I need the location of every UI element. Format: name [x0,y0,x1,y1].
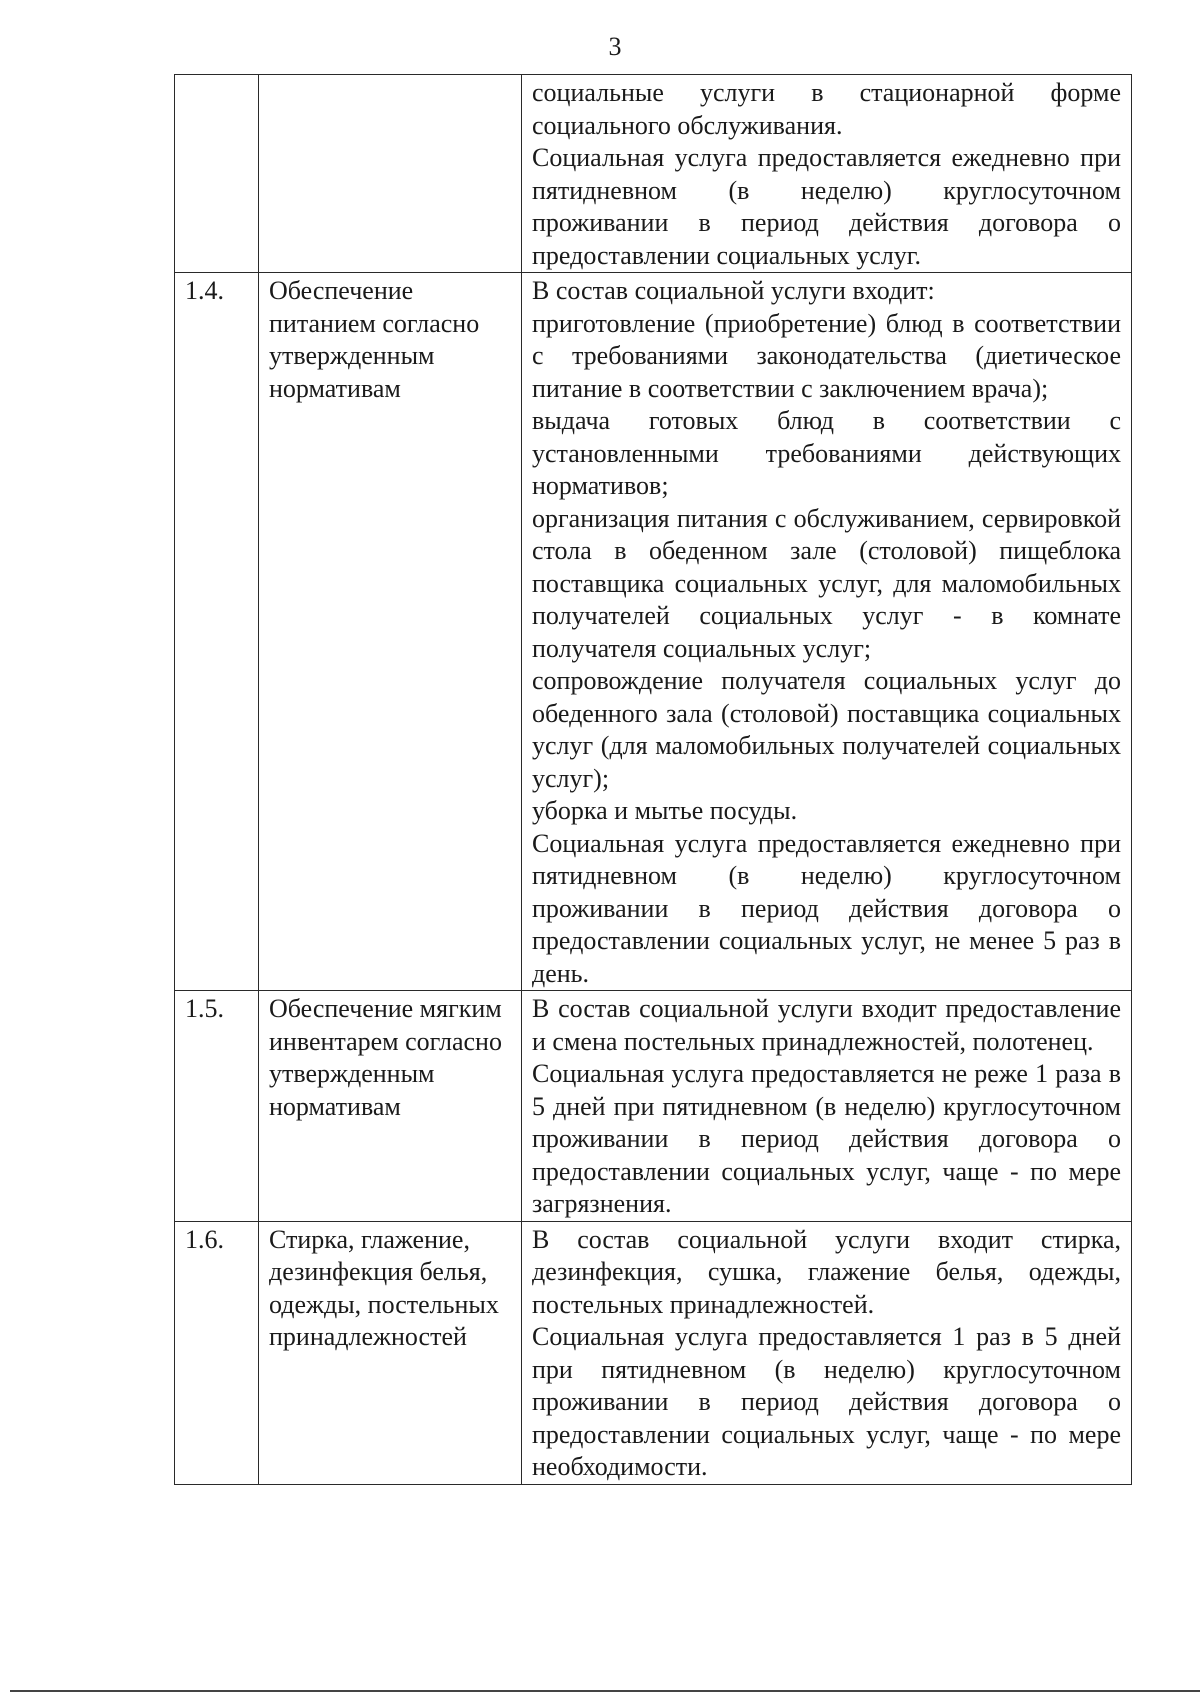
service-name-cell [259,1221,522,1484]
service-description-paragraph: В состав социальной услуги входит: [532,276,935,305]
service-description-paragraph: сопровождение получателя социальных услуг до обеденного зала (столовой) поставщика социальных услуг (для маломобильных получателей социальных услуг); [532,666,1121,793]
services-table [174,74,1132,1485]
service-description-paragraph: уборка и мытье посуды. [532,796,798,825]
page-number: 3 [608,32,622,61]
service-name-cell [259,273,522,991]
service-number-cell: 1.4. [175,273,259,991]
service-number-cell [175,75,259,273]
footer-divider [10,1690,1200,1692]
table-row [175,75,1132,273]
service-description-paragraph: Социальная услуга предоставляется 1 раз в 5 дней при пятидневном (в неделю) круглосуточном проживании в период действия договора о предоставлении социальных услуг, чаще - по мере необходимости. [532,1322,1121,1481]
service-description-paragraph: социальные услуги в стационарной форме социального обслуживания. [532,78,1121,140]
service-description-paragraph: приготовление (приобретение) блюд в соответствии с требованиями законодательства (диетическое питание в соответствии с заключением врача); [532,308,1121,403]
service-description-cell [522,991,1132,1222]
service-name-text: Обеспечение мягким инвентарем согласно утвержденным нормативам [269,994,502,1121]
service-description-cell [522,1221,1132,1484]
service-description-paragraph: В состав социальной услуги входит стирка, дезинфекция, сушка, глажение белья, одежды, постельных принадлежностей. [532,1224,1121,1319]
service-name-cell [259,991,522,1222]
table-row [175,1221,1132,1484]
service-description-paragraph: Социальная услуга предоставляется ежедневно при пятидневном (в неделю) круглосуточном проживании в период действия договора о предоставлении социальных услуг. [532,143,1121,270]
services-table-body [175,75,1132,1485]
service-description-paragraph: Социальная услуга предоставляется ежедневно при пятидневном (в неделю) круглосуточном проживании в период действия договора о предоставлении социальных услуг, не менее 5 раз в день. [532,828,1121,988]
service-description-cell [522,75,1132,273]
service-description-paragraph: В состав социальной услуги входит предоставление и смена постельных принадлежностей, полотенец. [532,994,1121,1056]
service-number-cell: 1.6. [175,1221,259,1484]
service-description-paragraph: выдача готовых блюд в соответствии с установленными требованиями действующих нормативов; [532,406,1121,500]
service-name-text: Стирка, глажение, дезинфекция белья, одежды, постельных принадлежностей [269,1224,499,1351]
table-row [175,991,1132,1222]
service-number-cell: 1.5. [175,991,259,1222]
service-name-text: Обеспечение питанием согласно утвержденным нормативам [269,276,480,403]
service-description-paragraph: Социальная услуга предоставляется не реже 1 раза в 5 дней при пятидневном (в неделю) круглосуточном проживании в период действия договора о предоставлении социальных услуг, чаще - по мере загрязнения. [532,1059,1121,1218]
table-row [175,273,1132,991]
service-name-cell [259,75,522,273]
service-description-cell [522,273,1132,991]
service-description-paragraph: организация питания с обслуживанием, сервировкой стола в обеденном зале (столовой) пищеблока поставщика социальных услуг, для маломобильных получателей социальных услуг - в комнате получателя социальных услуг; [532,503,1121,663]
